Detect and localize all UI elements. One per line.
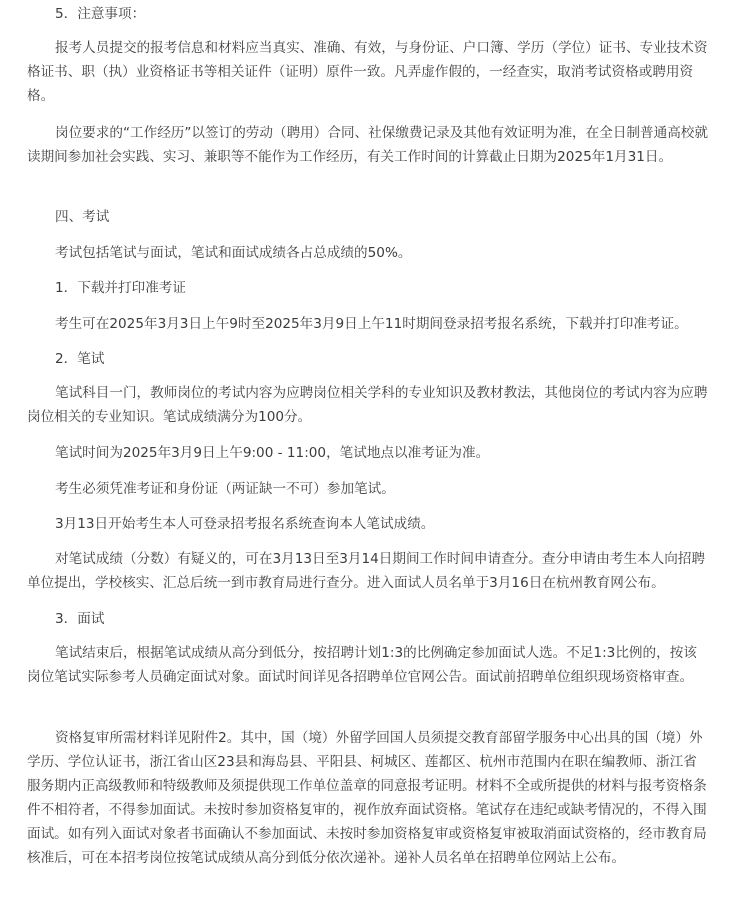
section-heading-exam: 四、考试 — [55, 209, 110, 225]
paragraph-exam-composition: 考试包括笔试与面试，笔试和面试成绩各占总成绩的50%。 — [55, 245, 412, 261]
subheading-admission-ticket: 1．下载并打印准考证 — [55, 280, 186, 296]
paragraph-truthfulness: 报考人员提交的报考信息和材料应当真实、准确、有效，与身份证、户口簿、学历（学位）证书、专业技术资格证书、职（执）业资格证书等相关证件（证明）原件一致。凡弄虚作假的，一经查实，取消考试资格或聘用资格。 — [27, 40, 708, 104]
paragraph-score-query: 3月13日开始考生本人可登录招考报名系统查询本人笔试成绩。 — [55, 516, 435, 532]
paragraph-score-review: 对笔试成绩（分数）有疑义的，可在3月13日至3月14日期间工作时间申请查分。查分申请由考生本人向招聘单位提出，学校核实、汇总后统一到市教育局进行查分。进入面试人员名单于3月16日在杭州教育网公布。 — [27, 551, 706, 591]
paragraph-written-id: 考生必须凭准考证和身份证（两证缺一不可）参加笔试。 — [55, 481, 395, 497]
subheading-interview: 3．面试 — [55, 611, 105, 627]
paragraph-admission-ticket: 考生可在2025年3月3日上午9时至2025年3月9日上午11时期间登录招考报名系统，下载并打印准考证。 — [55, 316, 688, 332]
subheading-written-exam: 2．笔试 — [55, 351, 105, 367]
paragraph-work-experience: 岗位要求的“工作经历”以签订的劳动（聘用）合同、社保缴费记录及其他有效证明为准，在全日制普通高校就读期间参加社会实践、实习、兼职等不能作为工作经历，有关工作时间的计算截止日期为2025年1月31日。 — [27, 125, 708, 165]
paragraph-written-time: 笔试时间为2025年3月9日上午9:00 - 11:00，笔试地点以准考证为准。 — [55, 445, 490, 461]
section-heading-notes: 5．注意事项： — [55, 6, 146, 22]
paragraph-interview-selection: 笔试结束后，根据笔试成绩从高分到低分，按招聘计划1:3的比例确定参加面试人选。不足1:3比例的，按该岗位笔试实际参考人员确定面试对象。面试时间详见各招聘单位官网公告。面试前招聘单位组织现场资格审查。 — [27, 645, 697, 685]
paragraph-qualification-review: 资格复审所需材料详见附件2。其中，国（境）外留学回国人员须提交教育部留学服务中心出具的国（境）外学历、学位认证书，浙江省山区23县和海岛县、平阳县、柯城区、莲都区、杭州市范围内在职在编教师、浙江省服务期内正高级教师和特级教师及须提供现工作单位盖章的同意报考证明。材料不全或所提供的材料与报考资格条件不相符者，不得参加面试。未按时参加资格复审的，视作放弃面试资格。笔试存在违纪或缺考情况的，不得入围面试。如有列入面试对象者书面确认不参加面试、未按时参加资格复审或资格复审被取消面试资格的，经市教育局核准后，可在本招考岗位按笔试成绩从高分到低分依次递补。递补人员名单在招聘单位网站上公布。 — [27, 730, 707, 866]
paragraph-written-subject: 笔试科目一门，教师岗位的考试内容为应聘岗位相关学科的专业知识及教材教法，其他岗位的考试内容为应聘岗位相关的专业知识。笔试成绩满分为100分。 — [27, 385, 708, 425]
